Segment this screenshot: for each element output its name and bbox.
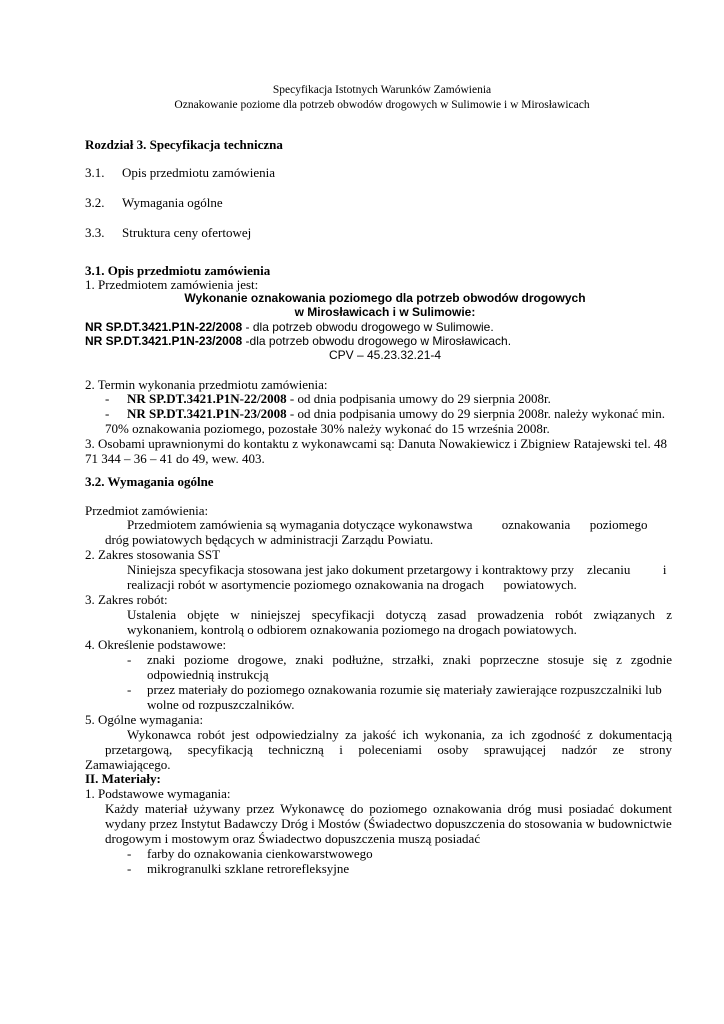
zakres-sst-label: 2. Zakres stosowania SST bbox=[85, 547, 221, 562]
podstawowe-label: 1. Podstawowe wymagania: bbox=[85, 786, 231, 801]
term-row bbox=[127, 406, 665, 421]
order-number-row bbox=[85, 334, 511, 349]
okreslenie-label: 4. Określenie podstawowe: bbox=[85, 637, 227, 652]
okreslenie-bullet-line: przez materiały do poziomego oznakowania rozumie się materiały zawierające rozpuszczalniki lub bbox=[147, 682, 662, 697]
subject-title-line-2: w Mirosławicach i w Sulimowie: bbox=[294, 305, 476, 319]
bullet-dash: - bbox=[105, 406, 110, 421]
bullet-dash: - bbox=[127, 861, 132, 876]
bullet-dash: - bbox=[127, 682, 132, 697]
term-row bbox=[127, 391, 551, 406]
toc-item-label: Wymagania ogólne bbox=[122, 195, 223, 210]
zakres-robot-line: Ustalenia objęte w niniejszej specyfikacji dotyczą zasad prowadzenia robót związanych z bbox=[127, 607, 672, 622]
zakres-robot-label: 3. Zakres robót: bbox=[85, 592, 168, 607]
item-1-intro: 1. Przedmiotem zamówienia jest: bbox=[85, 277, 259, 292]
contact-line-2: 71 344 – 36 – 41 do 49, wew. 403. bbox=[85, 451, 265, 466]
toc-item-num: 3.1. bbox=[85, 165, 105, 180]
term-desc: - od dnia podpisania umowy do 29 sierpnia 2008r. należy wykonać min. bbox=[286, 406, 665, 421]
term-continuation: 70% oznakowania poziomego, pozostałe 30% należy wykonać do 15 września 2008r. bbox=[105, 421, 550, 436]
zakres-sst-line: realizacji robót w asortymencie poziomego oznakowania na drogach powiatowych. bbox=[127, 577, 577, 592]
order-number-desc: - dla potrzeb obwodu drogowego w Sulimowie. bbox=[242, 320, 494, 334]
toc-item-num: 3.2. bbox=[85, 195, 105, 210]
materialy-bullet: mikrogranulki szklane retrorefleksyjne bbox=[147, 861, 350, 876]
order-number-code: NR SP.DT.3421.P1N-22/2008 bbox=[85, 320, 243, 334]
okreslenie-bullet-line: wolne od rozpuszczalników. bbox=[147, 697, 295, 712]
bullet-dash: - bbox=[127, 652, 132, 667]
przedmiot-label: Przedmiot zamówienia: bbox=[85, 503, 209, 518]
ogolne-label: 5. Ogólne wymagania: bbox=[85, 712, 204, 727]
order-number-code: NR SP.DT.3421.P1N-23/2008 bbox=[85, 334, 243, 348]
bullet-dash: - bbox=[127, 846, 132, 861]
section-3-2-heading: 3.2. Wymagania ogólne bbox=[85, 474, 214, 489]
item-2-intro: 2. Termin wykonania przedmiotu zamówienia: bbox=[85, 377, 328, 392]
materialy-heading: II. Materiały: bbox=[85, 771, 161, 786]
toc-item-label: Struktura ceny ofertowej bbox=[122, 225, 252, 240]
toc-item-label: Opis przedmiotu zamówienia bbox=[122, 165, 276, 180]
zakres-robot-line: wykonaniem, kontrolą o odbiorem oznakowania poziomego na drogach powiatowych. bbox=[127, 622, 577, 637]
header-line-1: Specyfikacja Istotnych Warunków Zamówienia bbox=[272, 84, 492, 96]
contact-line-1: 3. Osobami uprawnionymi do kontaktu z wykonawcami są: Danuta Nowakiewicz i Zbigniew Ratajewski tel. 48 bbox=[85, 436, 667, 451]
toc-item-num: 3.3. bbox=[85, 225, 105, 240]
okreslenie-bullet-line: odpowiednią instrukcją bbox=[147, 667, 269, 682]
chapter-title: Rozdział 3. Specyfikacja techniczna bbox=[85, 137, 283, 152]
section-3-1-heading: 3.1. Opis przedmiotu zamówienia bbox=[85, 263, 271, 278]
cpv-code: CPV – 45.23.32.21-4 bbox=[328, 348, 442, 362]
ogolne-line: Zamawiającego. bbox=[85, 757, 171, 772]
ogolne-line: przetargową, specyfikacją techniczną i poleceniami osoby sprawującej nadzór ze strony bbox=[105, 742, 672, 757]
materialy-line: drogowym i mostowym oraz Świadectwo dopuszczenia muszą posiadać bbox=[105, 831, 481, 846]
materialy-line: wydany przez Instytut Badawczy Dróg i Mostów (Świadectwo dopuszczenia do stosowania w budownictwie bbox=[105, 816, 672, 831]
okreslenie-bullet-line: znaki poziome drogowe, znaki podłużne, strzałki, znaki poprzeczne stosuje się z zgodnie bbox=[147, 652, 672, 667]
header-line-2: Oznakowanie poziome dla potrzeb obwodów drogowych w Sulimowie i w Mirosławicach bbox=[174, 99, 590, 111]
order-number-row bbox=[85, 320, 494, 335]
subject-title-line-1: Wykonanie oznakowania poziomego dla potrzeb obwodów drogowych bbox=[184, 291, 586, 305]
materialy-bullet: farby do oznakowania cienkowarstwowego bbox=[147, 846, 373, 861]
order-number-desc: -dla potrzeb obwodu drogowego w Mirosławicach. bbox=[242, 334, 512, 348]
ogolne-line: Wykonawca robót jest odpowiedzialny za jakość ich wykonania, za ich zgodność z dokumentacją bbox=[127, 727, 672, 742]
term-code: NR SP.DT.3421.P1N-23/2008 bbox=[127, 406, 287, 421]
term-desc: - od dnia podpisania umowy do 29 sierpnia 2008r. bbox=[286, 391, 551, 406]
przedmiot-line: Przedmiotem zamówienia są wymagania dotyczące wykonawstwa oznakowania poziomego bbox=[127, 517, 648, 532]
materialy-line: Każdy materiał używany przez Wykonawcę do poziomego oznakowania dróg musi posiadać dokument bbox=[105, 801, 672, 816]
term-code: NR SP.DT.3421.P1N-22/2008 bbox=[127, 391, 287, 406]
przedmiot-line: dróg powiatowych będących w administracji Zarządu Powiatu. bbox=[105, 532, 434, 547]
bullet-dash: - bbox=[105, 391, 110, 406]
zakres-sst-line: Niniejsza specyfikacja stosowana jest jako dokument przetargowy i kontraktowy przy zlecaniu i bbox=[127, 562, 667, 577]
